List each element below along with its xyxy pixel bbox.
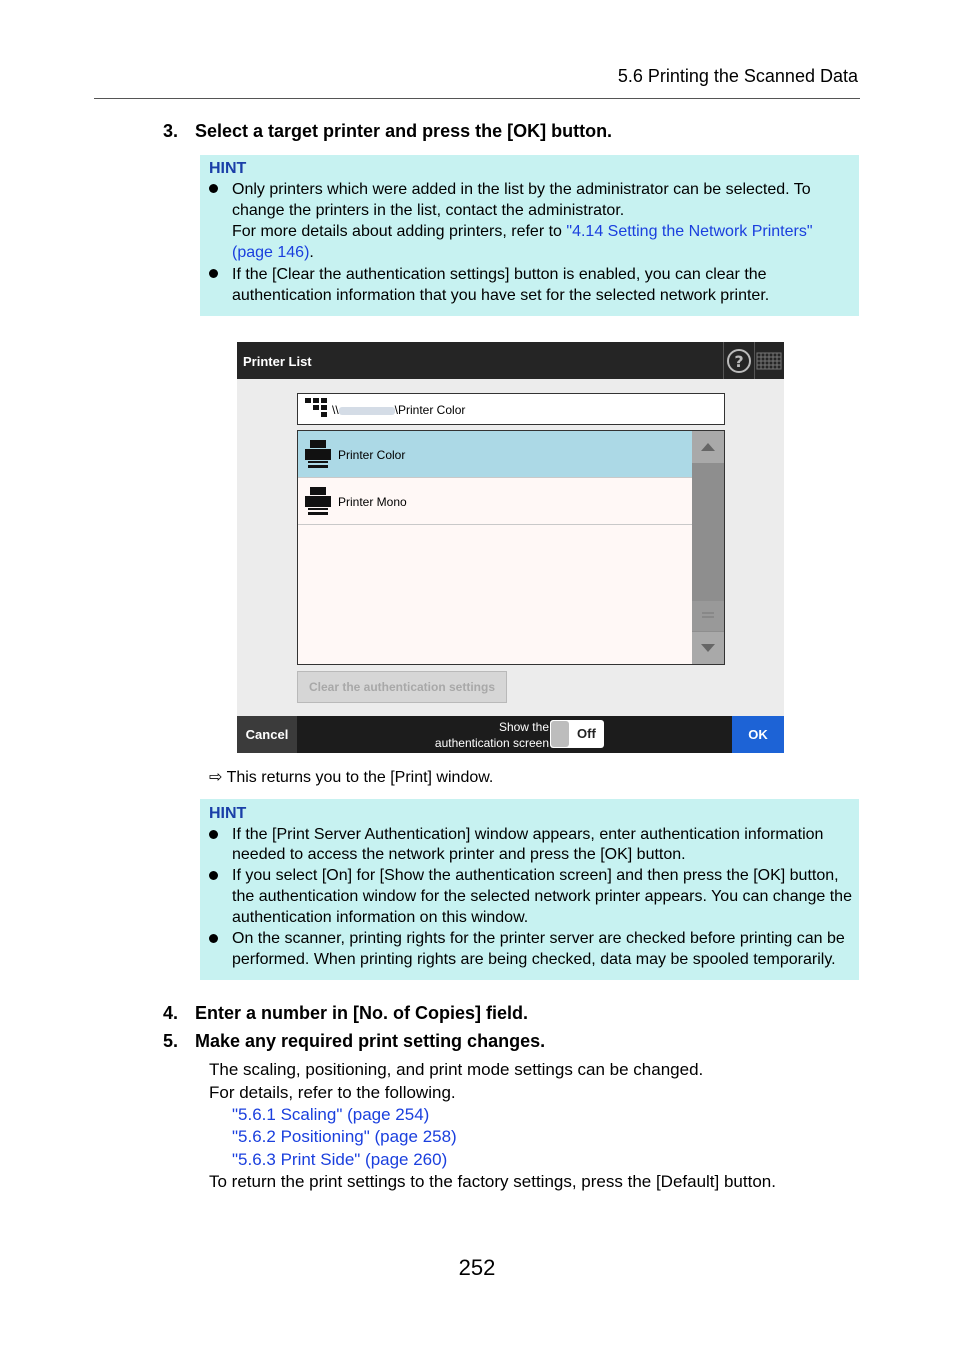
- screen-titlebar: [237, 342, 784, 379]
- show-auth-label-line: authentication screen: [434, 736, 549, 750]
- hint-text: If the [Clear the authentication settings] button is enabled, you can clear the: [232, 266, 767, 283]
- step-5-description: The scaling, positioning, and print mode settings can be changed.: [209, 1060, 704, 1079]
- hint-title: HINT: [209, 805, 247, 822]
- header-divider: [94, 98, 860, 99]
- hint-text: performed. When printing rights are being checked, data may be spooled temporarily.: [232, 951, 836, 968]
- printer-name: Printer Mono: [338, 495, 407, 509]
- hint-text: [232, 223, 813, 241]
- result-text: This returns you to the [Print] window.: [226, 769, 494, 786]
- hint-text-segment: .: [309, 244, 314, 261]
- hint-text: On the scanner, printing rights for the printer server are checked before printing can be: [232, 930, 845, 947]
- scroll-down-button[interactable]: [692, 632, 724, 664]
- link-positioning[interactable]: "5.6.2 Positioning" (page 258): [232, 1127, 457, 1146]
- step-4-text: Enter a number in [No. of Copies] field.: [195, 1003, 529, 1023]
- page-number: 252: [458, 1255, 496, 1280]
- section-title: 5.6 Printing the Scanned Data: [617, 66, 858, 86]
- step-5-text: Make any required print setting changes.: [195, 1031, 546, 1051]
- hint-title: HINT: [209, 160, 247, 177]
- hint-text: If you select [On] for [Show the authentication screen] and then press the [OK] button,: [232, 867, 839, 884]
- step-5-number: 5.: [163, 1031, 179, 1051]
- bullet-icon: [209, 184, 218, 193]
- hint-text: authentication information on this window.: [232, 909, 529, 926]
- svg-text:?: ?: [734, 352, 744, 371]
- hint-text: Only printers which were added in the list by the administrator can be selected. To: [232, 181, 811, 198]
- path-prefix: \\: [332, 403, 339, 417]
- keyboard-button[interactable]: [754, 342, 784, 379]
- hint-text-segment: For more details about adding printers, refer to: [232, 223, 567, 240]
- scroll-thumb[interactable]: [692, 601, 724, 631]
- show-auth-toggle[interactable]: [550, 720, 604, 748]
- scroll-up-button[interactable]: [692, 431, 724, 463]
- hint-text: If the [Print Server Authentication] window appears, enter authentication information: [232, 826, 824, 843]
- redacted-host: [339, 407, 395, 415]
- bullet-icon: [209, 871, 218, 880]
- printer-path-field: [297, 393, 725, 425]
- network-icon: [304, 397, 328, 421]
- hint-text: needed to access the network printer and press the [OK] button.: [232, 846, 686, 863]
- hint-text: authentication information that you have set for the selected network printer.: [232, 287, 770, 304]
- bullet-icon: [209, 269, 218, 278]
- step-3: [163, 121, 612, 142]
- hint-text: the authentication window for the selected network printer appears. You can change the: [232, 888, 852, 905]
- help-icon: [724, 342, 754, 379]
- arrow-icon: ⇨: [209, 769, 223, 786]
- list-item[interactable]: [298, 431, 692, 478]
- step-3-number: 3.: [163, 121, 179, 141]
- link-page-146[interactable]: (page 146): [232, 244, 310, 261]
- toggle-knob: [551, 721, 569, 747]
- screen-bottom-bar: [237, 716, 784, 753]
- step-5-description: To return the print settings to the factory settings, press the [Default] button.: [209, 1172, 776, 1191]
- clear-authentication-button[interactable]: Clear the authentication settings: [297, 671, 507, 703]
- printer-path-text: [332, 403, 465, 417]
- step-5-description: For details, refer to the following.: [209, 1083, 456, 1102]
- link-scaling[interactable]: "5.6.1 Scaling" (page 254): [232, 1105, 430, 1124]
- screen-title: Printer List: [243, 354, 312, 369]
- ok-button[interactable]: OK: [732, 716, 784, 753]
- link-network-printers[interactable]: "4.14 Setting the Network Printers": [566, 223, 813, 240]
- bullet-icon: [209, 830, 218, 839]
- keyboard-icon: [754, 342, 784, 379]
- hint-box-2: [200, 799, 859, 980]
- show-auth-label: [387, 719, 549, 751]
- hint-text: change the printers in the list, contact the administrator.: [232, 202, 625, 219]
- bullet-icon: [209, 934, 218, 943]
- step-5: [163, 1031, 545, 1052]
- printer-name: Printer Color: [338, 448, 406, 462]
- step-4: [163, 1003, 528, 1024]
- cancel-button[interactable]: Cancel: [237, 716, 297, 753]
- scroll-down-icon: [692, 632, 724, 664]
- hint-text: [232, 244, 314, 262]
- printer-list-screen: [237, 342, 784, 753]
- grip-icon: [692, 601, 724, 631]
- printer-list: [297, 430, 725, 665]
- link-print-side[interactable]: "5.6.3 Print Side" (page 260): [232, 1150, 448, 1169]
- hint-box-1: [200, 155, 859, 316]
- scroll-up-icon: [692, 431, 724, 463]
- printer-icon: [304, 439, 332, 469]
- path-suffix: \Printer Color: [394, 403, 466, 417]
- show-auth-label-line: Show the: [498, 720, 549, 734]
- result-line: [209, 767, 493, 787]
- step-4-number: 4.: [163, 1003, 179, 1023]
- toggle-state: Off: [577, 726, 596, 741]
- list-item[interactable]: [298, 478, 692, 525]
- printer-icon: [304, 486, 332, 516]
- step-3-text: Select a target printer and press the [OK] button.: [195, 121, 613, 141]
- scrollbar[interactable]: [692, 431, 724, 664]
- help-button[interactable]: [723, 342, 755, 379]
